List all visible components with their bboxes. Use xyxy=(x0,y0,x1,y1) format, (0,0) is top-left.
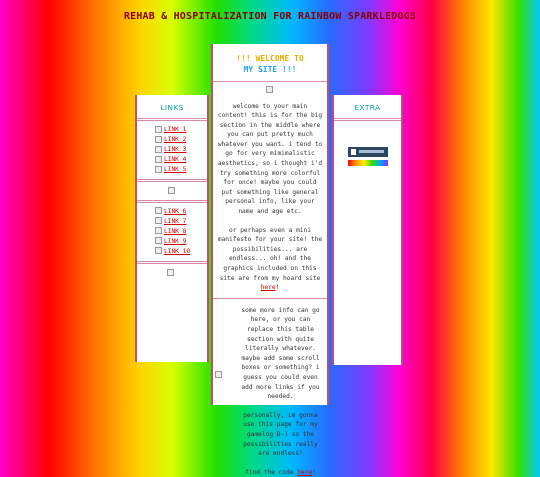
broken-image-icon xyxy=(155,166,162,173)
hoard-site-link[interactable]: here xyxy=(260,284,276,292)
link-label[interactable]: LINK 1 xyxy=(164,126,187,133)
link-item[interactable] xyxy=(155,227,207,237)
broken-image-icon xyxy=(155,146,162,153)
link-item[interactable] xyxy=(155,217,207,227)
links-header: LINKS xyxy=(160,103,184,112)
link-label[interactable]: LINK 2 xyxy=(164,136,187,143)
link-label[interactable]: LINK 5 xyxy=(164,166,187,173)
main-panel xyxy=(211,44,329,476)
broken-image-icon xyxy=(155,207,162,214)
extra-content xyxy=(334,121,401,166)
link-item[interactable] xyxy=(155,145,207,155)
paragraph-text: ! xyxy=(312,468,316,476)
broken-image-icon xyxy=(215,371,222,378)
link-item[interactable] xyxy=(155,135,207,145)
broken-image-icon xyxy=(155,126,162,133)
link-label[interactable]: LINK 3 xyxy=(164,146,187,153)
link-item[interactable] xyxy=(155,155,207,165)
link-label[interactable]: LINK 6 xyxy=(164,207,187,215)
link-label[interactable]: LINK 8 xyxy=(164,227,187,235)
welcome-text-1: !!! WELCOME TO xyxy=(236,54,304,63)
info-paragraph: some more info can go here, or you can replace this table section with quite literally whatever. maybe add some scroll boxes or something? i guess you could even add more links if you needed. xyxy=(241,306,320,401)
broken-image-icon xyxy=(155,217,162,224)
paragraph-text: find the code xyxy=(245,468,298,476)
info-section xyxy=(213,299,327,477)
link-label[interactable]: LINK 4 xyxy=(164,156,187,163)
paragraph-text: or perhaps even a mini manifesto for your site! the possibilities... are endless... oh! and the graphics included on this site are from my hoard site xyxy=(217,226,323,282)
manifesto-paragraph xyxy=(213,226,327,293)
broken-image-icon xyxy=(168,187,175,194)
broken-image-icon xyxy=(155,247,162,254)
image-slot xyxy=(213,82,327,102)
gamelog-paragraph: personally, im gonna use this page for my gamelog B-) so the possibilities really are endless! xyxy=(243,411,318,458)
link-list-2 xyxy=(137,203,207,261)
link-list-1 xyxy=(137,121,207,179)
link-label[interactable]: LINK 10 xyxy=(164,247,191,255)
link-item[interactable] xyxy=(155,165,207,175)
image-slot xyxy=(137,182,207,200)
page-title xyxy=(0,10,540,24)
paragraph-text: ! xyxy=(275,284,280,292)
link-item[interactable] xyxy=(155,125,207,135)
welcome-text-2: MY SITE !!! xyxy=(243,65,297,74)
extra-panel xyxy=(332,95,403,365)
code-link[interactable]: here xyxy=(297,468,313,476)
code-paragraph xyxy=(237,468,327,477)
broken-image-icon xyxy=(155,136,162,143)
link-item[interactable] xyxy=(155,247,207,257)
link-label[interactable]: LINK 7 xyxy=(164,217,187,225)
broken-image-icon xyxy=(155,156,162,163)
link-item[interactable] xyxy=(155,237,207,247)
rainbow-stamp-icon xyxy=(348,160,388,166)
intro-paragraph: welcome to your main content! this is for the big section in the middle where you can put pretty much whatever you want. i tend to go for very mimimalistic aesthetics, so i thought i'd try something more colorful for once! maybe you could put something like general personal info, like your name and age etc. xyxy=(217,102,323,216)
broken-image-icon xyxy=(155,237,162,244)
broken-image-icon xyxy=(266,86,273,93)
links-panel xyxy=(135,95,209,362)
broken-image-icon xyxy=(167,269,174,276)
extra-header: EXTRA xyxy=(354,103,381,112)
image-slot xyxy=(137,264,207,282)
tumblr-badge-icon[interactable] xyxy=(348,147,388,157)
welcome-heading xyxy=(213,44,327,81)
link-label[interactable]: LINK 9 xyxy=(164,237,187,245)
broken-image-icon xyxy=(155,227,162,234)
link-item[interactable] xyxy=(155,207,207,217)
page-title-text: REHAB & HOSPITALIZATION FOR RAINBOW SPARKLEDOGS xyxy=(123,11,417,22)
